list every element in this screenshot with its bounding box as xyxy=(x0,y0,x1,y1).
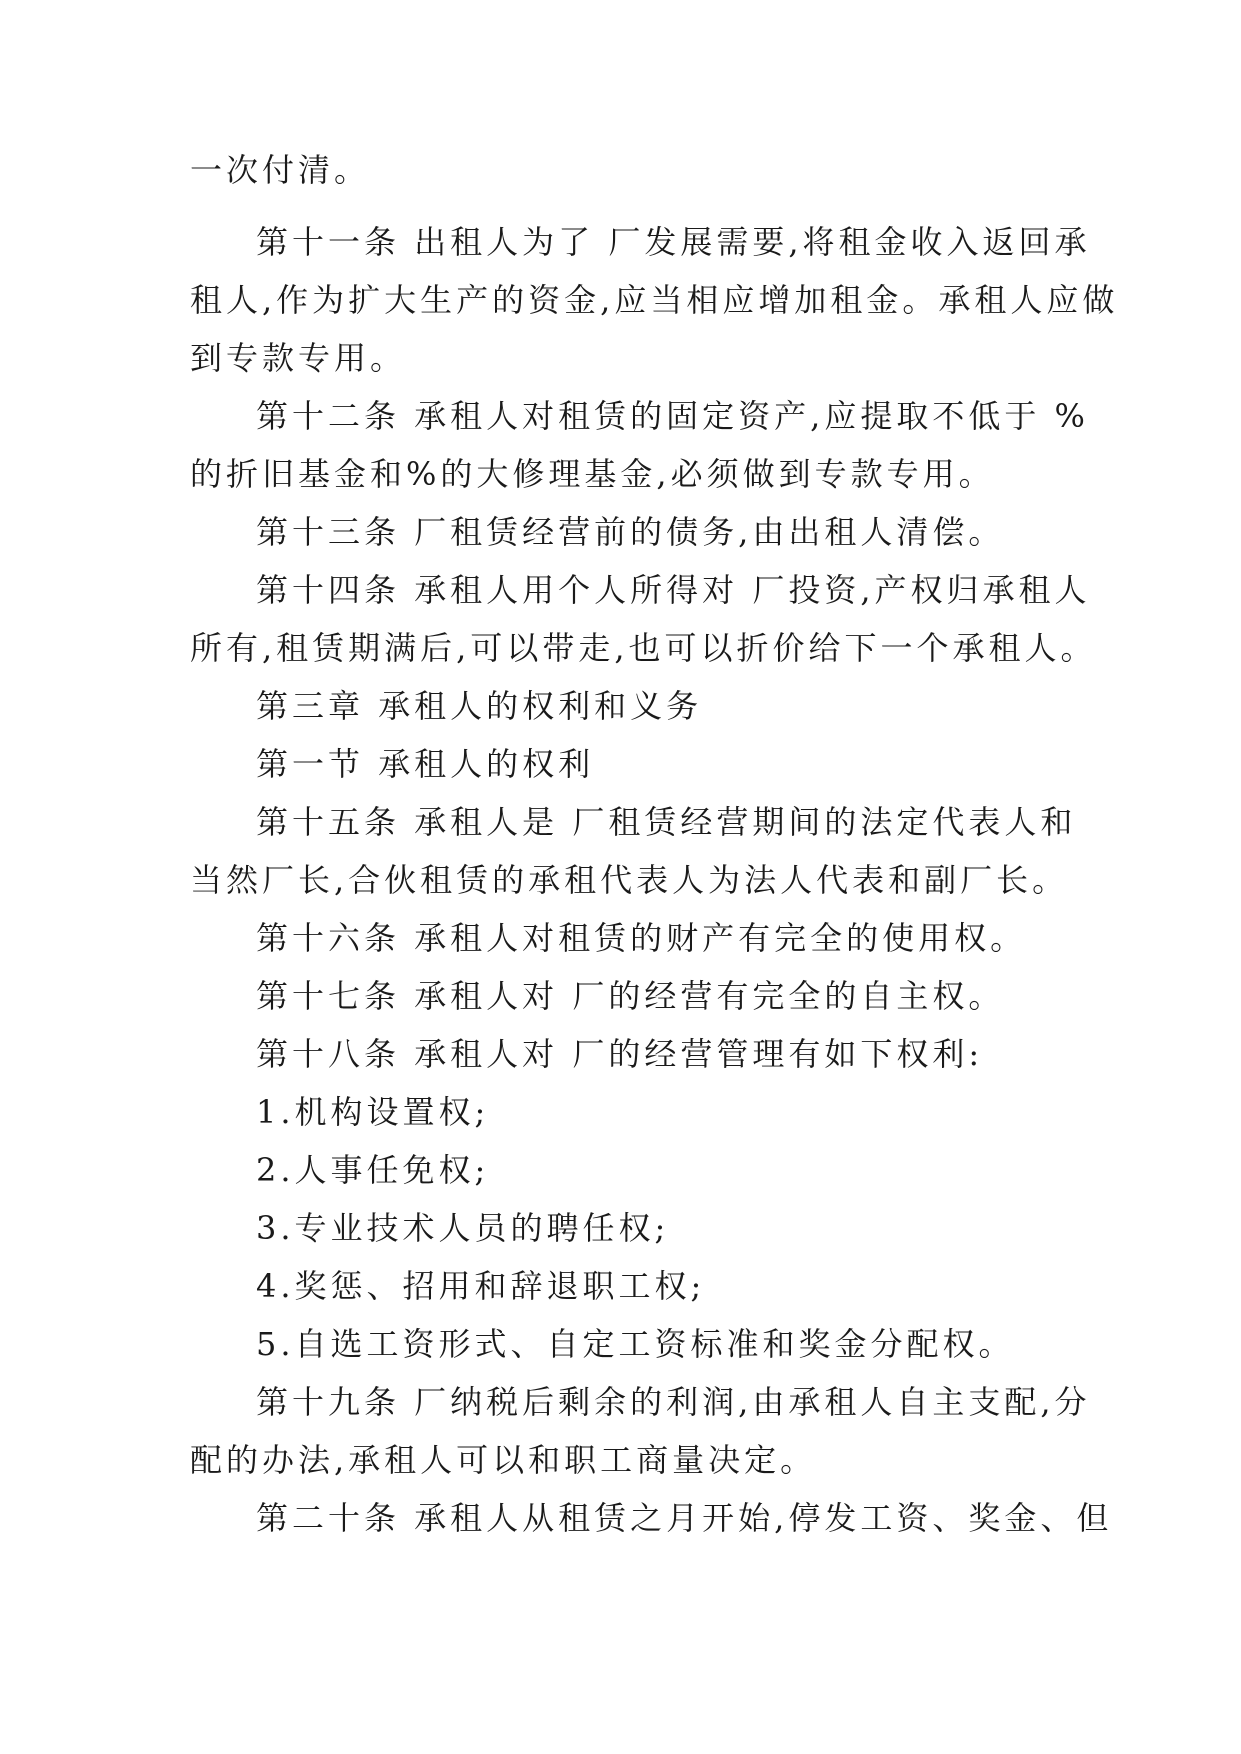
list-item: 3.专业技术人员的聘任权; xyxy=(256,1209,670,1247)
text-line: 一次付清。 xyxy=(190,151,371,189)
section-heading: 第一节 承租人的权利 xyxy=(256,745,595,783)
list-item: 2.人事任免权; xyxy=(256,1151,490,1189)
text-line: 当然厂长,合伙租赁的承租代表人为法人代表和副厂长。 xyxy=(190,861,1069,899)
chapter-heading: 第三章 承租人的权利和义务 xyxy=(256,687,703,725)
text-line: 到专款专用。 xyxy=(190,339,407,377)
text-line: 租人,作为扩大生产的资金,应当相应增加租金。承租人应做 xyxy=(190,281,1119,319)
list-item: 4.奖惩、招用和辞退职工权; xyxy=(256,1267,706,1305)
list-item: 1.机构设置权; xyxy=(256,1093,490,1131)
article-19: 第十九条 厂纳税后剩余的利润,由承租人自主支配,分 xyxy=(256,1383,1091,1421)
article-11: 第十一条 出租人为了 厂发展需要,将租金收入返回承 xyxy=(256,223,1091,261)
article-15: 第十五条 承租人是 厂租赁经营期间的法定代表人和 xyxy=(256,803,1077,841)
article-14: 第十四条 承租人用个人所得对 厂投资,产权归承租人 xyxy=(256,571,1091,609)
article-13: 第十三条 厂租赁经营前的债务,由出租人清偿。 xyxy=(256,513,1005,551)
article-17: 第十七条 承租人对 厂的经营有完全的自主权。 xyxy=(256,977,1005,1015)
list-item: 5.自选工资形式、自定工资标准和奖金分配权。 xyxy=(256,1325,1015,1363)
article-20: 第二十条 承租人从租赁之月开始,停发工资、奖金、但 xyxy=(256,1499,1113,1537)
article-18: 第十八条 承租人对 厂的经营管理有如下权利: xyxy=(256,1035,984,1073)
text-line: 的折旧基金和%的大修理基金,必须做到专款专用。 xyxy=(190,455,995,493)
article-16: 第十六条 承租人对租赁的财产有完全的使用权。 xyxy=(256,919,1027,957)
text-line: 所有,租赁期满后,可以带走,也可以折价给下一个承租人。 xyxy=(190,629,1097,667)
text-line: 配的办法,承租人可以和职工商量决定。 xyxy=(190,1441,817,1479)
article-12: 第十二条 承租人对租赁的固定资产,应提取不低于 % xyxy=(256,397,1089,435)
